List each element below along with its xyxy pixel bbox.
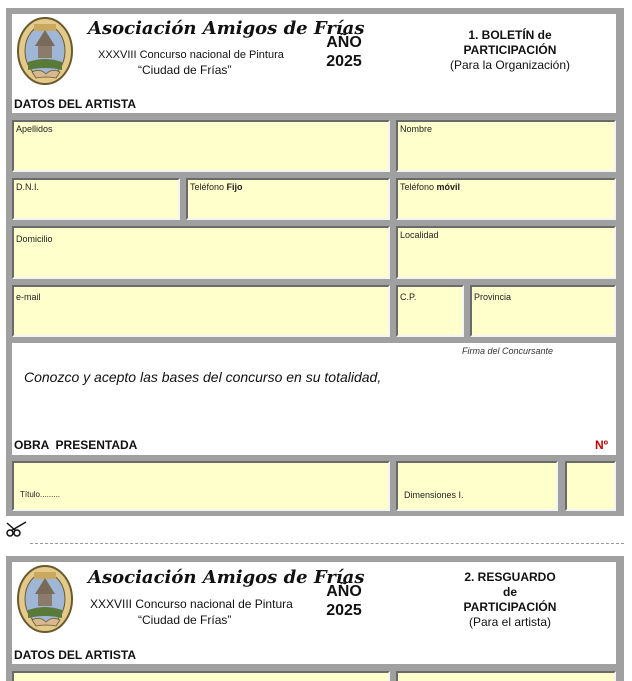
dni-label: D.N.I.	[16, 182, 40, 192]
localidad-field[interactable]	[396, 226, 616, 279]
dimensiones-field[interactable]	[396, 461, 558, 511]
telefono-movil-field[interactable]	[396, 178, 616, 220]
year-block	[324, 582, 364, 620]
section-artist-data: DATOS DEL ARTISTA	[14, 648, 137, 662]
apellidos-label: Apellidos	[16, 124, 53, 134]
telefono-movil-label: Teléfono móvil	[400, 182, 461, 192]
nombre-label: Nombre	[400, 124, 433, 134]
acceptance-block	[12, 343, 616, 455]
form-title-block	[432, 570, 588, 630]
titulo-label: Título.........	[20, 490, 61, 499]
titulo-field[interactable]	[12, 461, 390, 511]
form-title-line-1: 2. RESGUARDO	[464, 570, 556, 584]
form-title-block	[432, 28, 588, 73]
contest-name: XXXVIII Concurso nacional de Pintura	[98, 49, 284, 61]
form-2-apellidos-field[interactable]	[12, 671, 390, 681]
localidad-label: Localidad	[400, 230, 439, 240]
dni-field[interactable]	[12, 178, 180, 220]
acceptance-text: Conozco y acepto las bases del concurso en su totalidad,	[24, 369, 382, 385]
year-label: AÑO	[326, 583, 362, 600]
year-label: AÑO	[326, 34, 362, 51]
domicilio-label: Domicilio	[16, 234, 53, 244]
section-work-presented: OBRA PRESENTADA	[14, 438, 138, 452]
work-number-label: Nº	[595, 438, 609, 452]
form-subtitle: (Para el artista)	[468, 615, 552, 629]
email-field[interactable]	[12, 285, 390, 337]
provincia-field[interactable]	[470, 285, 616, 337]
form-title-line-3: PARTICIPACIÓN	[463, 600, 557, 614]
form-subtitle: (Para la Organización)	[449, 58, 571, 72]
form-2-header	[12, 562, 616, 664]
provincia-label: Provincia	[474, 292, 512, 302]
year-value: 2025	[326, 602, 362, 619]
form-2-nombre-field[interactable]	[396, 671, 616, 681]
association-name: Asociación Amigos de Frías	[88, 567, 365, 588]
telefono-fijo-field[interactable]	[186, 178, 390, 220]
telefono-fijo-label: Teléfono Fijo	[190, 182, 243, 192]
domicilio-field[interactable]	[12, 226, 390, 279]
association-logo-icon	[16, 16, 74, 86]
number-field[interactable]	[565, 461, 616, 511]
year-value: 2025	[326, 53, 362, 70]
email-label: e-mail	[16, 292, 41, 302]
scissors-icon	[6, 520, 30, 538]
form-title-line-2: PARTICIPACIÓN	[463, 43, 557, 57]
association-name: Asociación Amigos de Frías	[88, 18, 365, 39]
year-block	[324, 33, 364, 71]
apellidos-field[interactable]	[12, 120, 390, 172]
dimensiones-label: Dimensiones I.	[404, 490, 464, 500]
association-logo-icon	[16, 564, 74, 634]
cp-label: C.P.	[400, 292, 417, 302]
cp-field[interactable]	[396, 285, 464, 337]
section-artist-data: DATOS DEL ARTISTA	[14, 97, 137, 111]
form-title-line-2: de	[502, 585, 517, 599]
contest-name: XXXVIII Concurso nacional de Pintura	[90, 597, 293, 611]
nombre-field[interactable]	[396, 120, 616, 172]
contest-city: “Ciudad de Frías”	[138, 63, 232, 77]
cut-line	[30, 543, 624, 544]
form-title-line-1: 1. BOLETÍN de	[468, 28, 552, 42]
signature-label: Firma del Concursante	[462, 346, 554, 356]
form-1-header	[12, 14, 616, 113]
contest-city: “Ciudad de Frías”	[138, 613, 232, 627]
